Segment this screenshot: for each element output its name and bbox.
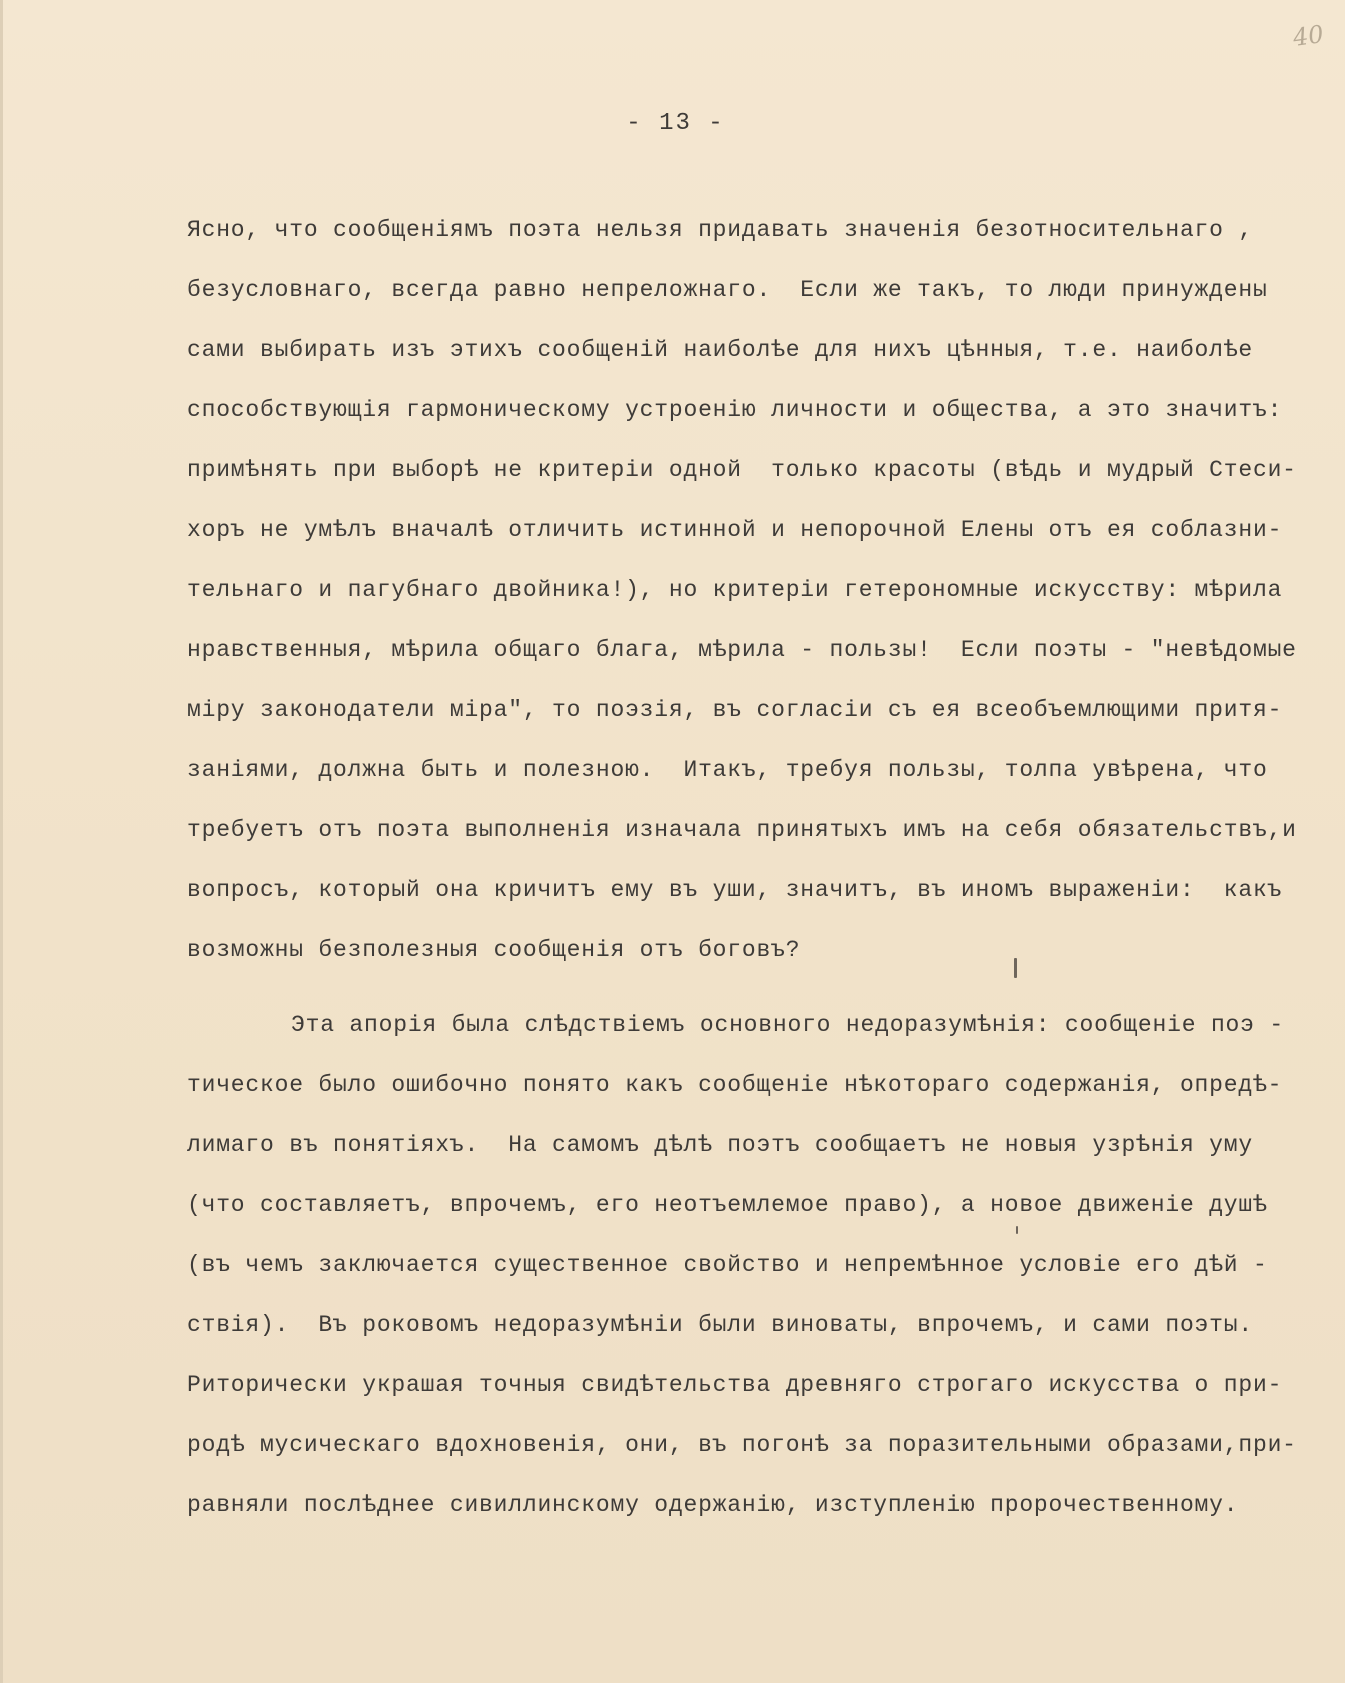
text-line: равняли послѣднее сивиллинскому одержанію, изступленію пророчественному. — [187, 1492, 1239, 1518]
text-line: безусловнаго, всегда равно непреложнаго. Если же такъ, то люди принуждены — [187, 277, 1268, 303]
paragraph-2 — [187, 995, 1317, 1535]
text-line: міру законодатели міра", то поэзія, въ согласіи съ ея всеобъемлющими притя- — [187, 697, 1283, 723]
text-line: заніями, должна быть и полезною. Итакъ, требуя пользы, толпа увѣрена, что — [187, 757, 1268, 783]
archive-folio-mark: 40 — [1291, 20, 1326, 52]
text-line: родѣ мусическаго вдохновенія, они, въ погонѣ за поразительными образами,при- — [187, 1432, 1297, 1458]
text-line: нравственныя, мѣрила общаго блага, мѣрила - пользы! Если поэты - "невѣдомые — [187, 637, 1297, 663]
text-line: способствующія гармоническому устроенію личности и общества, а это значитъ: — [187, 397, 1283, 423]
text-line: (въ чемъ заключается существенное свойство и непремѣнное условіе его дѣй - — [187, 1252, 1268, 1278]
text-line: сами выбирать изъ этихъ сообщеній наиболѣе для нихъ цѣнныя, т.е. наиболѣе — [187, 337, 1253, 363]
text-line: Риторически украшая точныя свидѣтельства древняго строгаго искусства о при- — [187, 1372, 1283, 1398]
text-line: лимаго въ понятіяхъ. На самомъ дѣлѣ поэтъ сообщаетъ не новыя узрѣнія уму — [187, 1132, 1253, 1158]
text-line: требуетъ отъ поэта выполненія изначала принятыхъ имъ на себя обязательствъ,и — [187, 817, 1297, 843]
ink-speck — [1014, 958, 1017, 978]
text-line: (что составляетъ, впрочемъ, его неотъемлемое право), а новое движеніе душѣ — [187, 1192, 1268, 1218]
paragraph-1 — [187, 200, 1317, 980]
text-line: примѣнять при выборѣ не критеріи одной только красоты (вѣдь и мудрый Стеси- — [187, 457, 1297, 483]
text-line: возможны безполезныя сообщенія отъ боговъ? — [187, 937, 801, 963]
text-line: Эта апорія была слѣдствіемъ основного недоразумѣнія: сообщеніе поэ - — [291, 1012, 1284, 1038]
text-line: вопросъ, который она кричитъ ему въ уши, значитъ, въ иномъ выраженіи: какъ — [187, 877, 1283, 903]
page-number: - 13 - — [626, 110, 725, 137]
text-line: тическое было ошибочно понято какъ сообщеніе нѣкотораго содержанія, опредѣ- — [187, 1072, 1283, 1098]
text-line: Ясно, что сообщеніямъ поэта нельзя придавать значенія безотносительнаго , — [187, 217, 1253, 243]
text-line: ствія). Въ роковомъ недоразумѣніи были виноваты, впрочемъ, и сами поэты. — [187, 1312, 1253, 1338]
text-line: тельнаго и пагубнаго двойника!), но критеріи гетерономные искусству: мѣрила — [187, 577, 1283, 603]
text-line: хоръ не умѣлъ вначалѣ отличить истинной и непорочной Елены отъ ея соблазни- — [187, 517, 1283, 543]
